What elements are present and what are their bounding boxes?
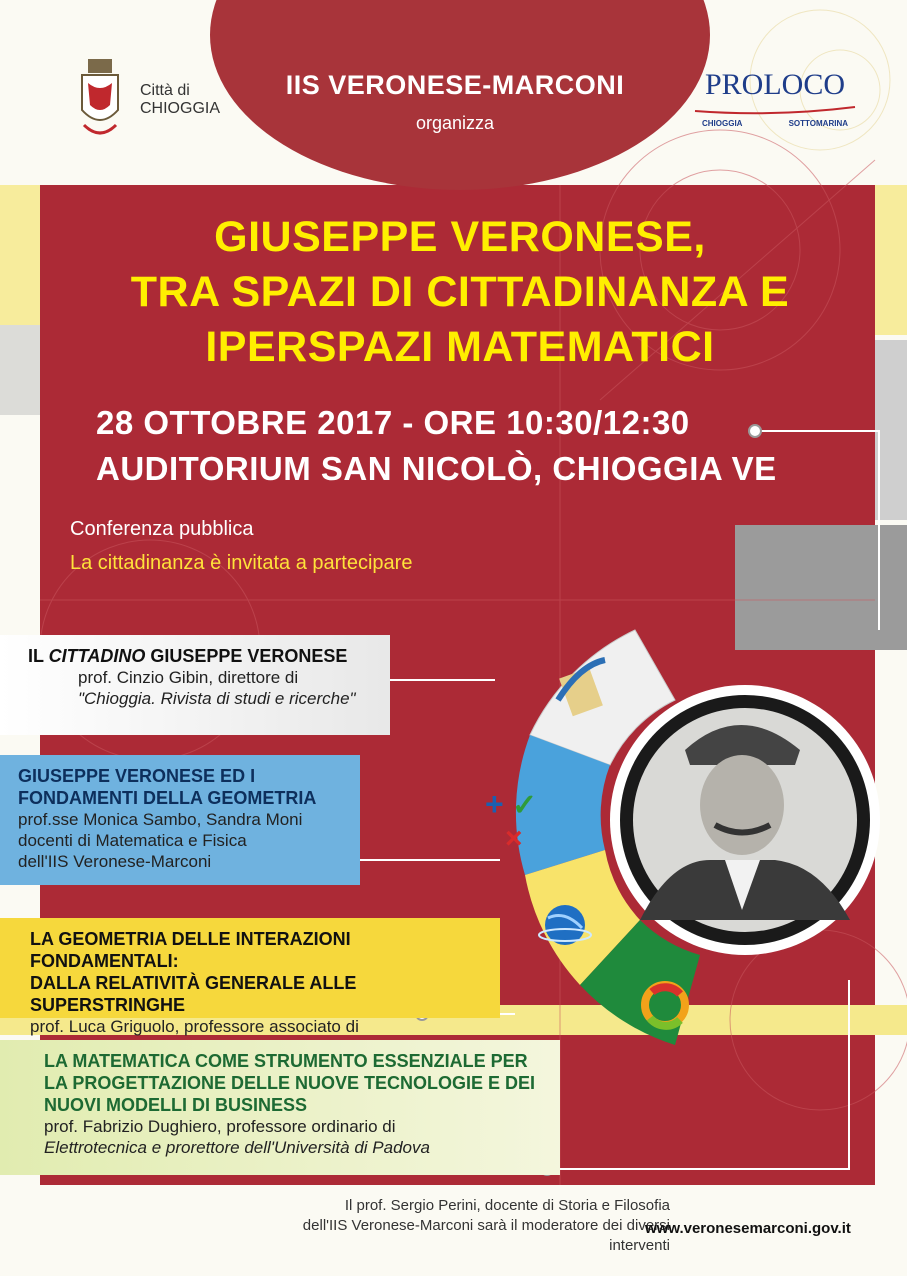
talk-1-speaker-line-1: prof. Cinzio Gibin, direttore di — [78, 668, 299, 687]
city-name-line-2: CHIOGGIA — [140, 100, 221, 117]
organizer-name: IIS VERONESE-MARCONI — [285, 70, 625, 100]
talk-card-3 — [0, 918, 500, 1036]
connector-dot — [748, 424, 762, 438]
talk-4-title-line-2: LA PROGETTAZIONE DELLE NUOVE TECNOLOGIE E DEI — [44, 1073, 536, 1093]
talk-1-title-italic: CITTADINO — [48, 646, 146, 666]
event-title-line-2: TRA SPAZI DI CITTADINANZA E — [130, 268, 790, 316]
talk-1-title — [18, 645, 372, 667]
proloco-logo-text-1: PRO — [704, 68, 764, 101]
city-name — [140, 82, 250, 118]
moderator-note-line-2: dell'IIS Veronese-Marconi sarà il moderatore dei diversi interventi — [302, 1217, 670, 1254]
talk-card-4 — [0, 1040, 560, 1175]
talk-3-title-line-1: LA GEOMETRIA DELLE INTERAZIONI FONDAMENTALI: — [30, 929, 351, 971]
talk-2-title-line-2: FONDAMENTI DELLA GEOMETRIA — [18, 788, 317, 808]
invite-label: La cittadinanza è invitata a partecipare — [70, 552, 413, 574]
speaker-wheel — [470, 590, 900, 1070]
proloco-logo-text-2: LOCO — [763, 68, 846, 101]
event-date: 28 OTTOBRE 2017 - ORE 10:30/12:30 — [96, 404, 690, 441]
svg-text:+: + — [485, 786, 504, 822]
city-name-line-1: Città di — [140, 82, 190, 99]
talk-3-title-line-2: DALLA RELATIVITÀ GENERALE ALLE SUPERSTRINGHE — [30, 973, 357, 1015]
chioggia-crest-icon — [76, 55, 124, 145]
talk-card-2 — [0, 755, 360, 885]
talk-3-speaker-line-1: prof. Luca Griguolo, professore associato di — [30, 1017, 359, 1036]
proloco-logo — [690, 70, 860, 130]
organizer-verb: organizza — [415, 113, 495, 133]
event-title-line-1: GIUSEPPE VERONESE, — [214, 213, 706, 261]
talk-card-1 — [0, 635, 390, 735]
conference-label: Conferenza pubblica — [70, 518, 254, 540]
moderator-note-line-1: Il prof. Sergio Perini, docente di Storia e Filosofia — [344, 1197, 670, 1214]
talk-1-speaker-line-2: "Chioggia. Rivista di studi e ricerche" — [78, 689, 356, 708]
event-venue: AUDITORIUM SAN NICOLÒ, CHIOGGIA VE — [96, 450, 777, 487]
talk-2-speaker-line-1: prof.sse Monica Sambo, Sandra Moni — [18, 810, 303, 829]
event-title-line-3: IPERSPAZI MATEMATICI — [205, 323, 715, 371]
talk-4-title-line-3: NUOVI MODELLI DI BUSINESS — [44, 1095, 308, 1115]
website-link[interactable]: www.veronesemarconi.gov.it — [645, 1220, 851, 1237]
talk-1-title-prefix: IL — [28, 646, 49, 666]
talk-2-title-line-1: GIUSEPPE VERONESE ED I — [18, 766, 256, 786]
event-title — [60, 210, 860, 375]
talk-1-title-suffix: GIUSEPPE VERONESE — [145, 646, 348, 666]
connector-line — [550, 1168, 850, 1170]
talk-2-speaker-line-3: dell'IIS Veronese-Marconi — [18, 852, 212, 871]
svg-text:×: × — [505, 822, 523, 855]
svg-text:✓: ✓ — [512, 789, 538, 822]
moderator-note — [300, 1196, 670, 1256]
talk-4-speaker-line-1: prof. Fabrizio Dughiero, professore ordinario di — [44, 1117, 396, 1136]
connector-line — [760, 430, 880, 432]
talk-4-title-line-1: LA MATEMATICA COME STRUMENTO ESSENZIALE PER — [44, 1051, 528, 1071]
proloco-wave-icon — [690, 105, 860, 115]
proloco-sub-2: SOTTOMARINA — [788, 119, 848, 128]
talk-2-speaker-line-2: docenti di Matematica e Fisica — [18, 831, 247, 850]
proloco-sub-1: CHIOGGIA — [702, 119, 743, 128]
talk-4-speaker-line-2: Elettrotecnica e prorettore dell'Università di Padova — [44, 1138, 430, 1157]
